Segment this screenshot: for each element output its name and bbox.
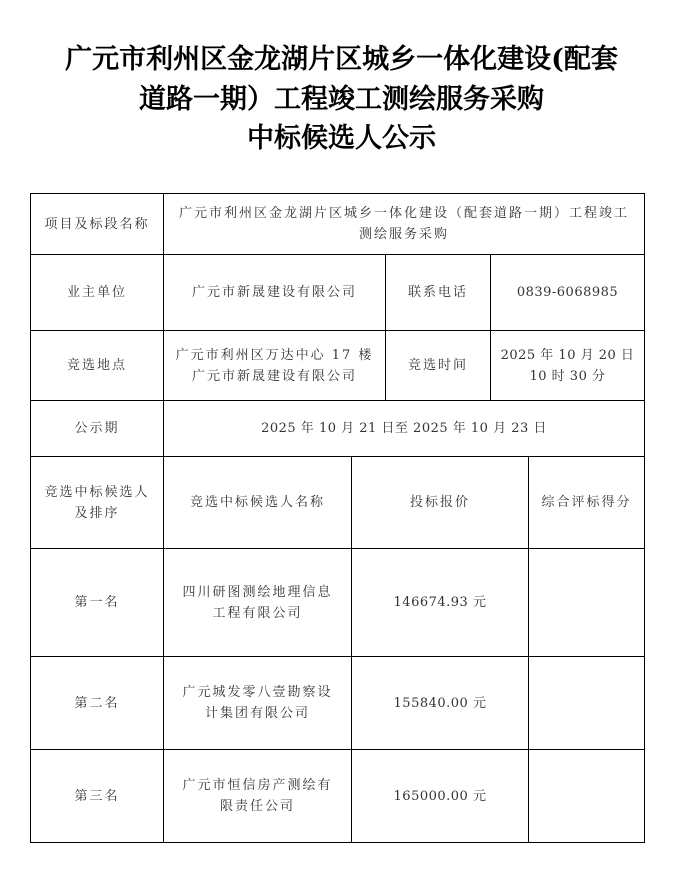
table-row-2-score: [528, 656, 645, 750]
rank-label: 第二名: [74, 695, 120, 711]
phone-value-cell: [490, 254, 645, 331]
project-label: 项目及标段名称: [44, 216, 150, 232]
period-label-cell: [30, 400, 164, 457]
name-header: 竞选中标候选人名称: [189, 495, 325, 510]
time-value-cell: [490, 330, 645, 401]
project-value: 广元市利州区金龙湖片区城乡一体化建设（配套道路一期）工程竣工测绘服务采购: [178, 206, 629, 242]
table-row-2-price: [351, 656, 529, 750]
table-row-3-rank: [30, 749, 164, 843]
table-row-2-name: [163, 656, 352, 750]
candidate-name: 广元城发零八壹勘察设计集团有限公司: [182, 685, 333, 721]
table-row-1-name: [163, 548, 352, 657]
location-value-cell: [163, 330, 386, 401]
candidate-name: 四川研图测绘地理信息工程有限公司: [182, 584, 333, 621]
table-row-3-score: [528, 749, 645, 843]
owner-label-cell: [30, 254, 164, 331]
table-row-3-price: [351, 749, 529, 843]
phone-label-cell: [385, 254, 491, 331]
table-row-1-price: [351, 548, 529, 657]
project-label-cell: [30, 193, 164, 255]
location-value-line-1: 广元市利州区万达中心 17 楼: [175, 347, 374, 363]
owner-value-cell: [163, 254, 386, 331]
page-title-line-2: 道路一期）工程竣工测绘服务采购: [139, 84, 544, 115]
score-header-cell: [528, 456, 645, 549]
phone-label: 联系电话: [407, 285, 468, 300]
period-label: 公示期: [74, 421, 120, 436]
time-value-line-1: 2025 年 10 月 20 日: [500, 347, 635, 363]
rank-header-line-2: 及排序: [74, 505, 120, 521]
table-row-3-name: [163, 749, 352, 843]
bid-price: 146674.93 元: [393, 595, 487, 610]
owner-value: 广元市新晟建设有限公司: [191, 285, 357, 300]
bid-price: 165000.00 元: [393, 788, 487, 804]
page-title-line-1: 广元市利州区金龙湖片区城乡一体化建设(配套: [65, 44, 618, 75]
table-row-2-rank: [30, 656, 164, 750]
phone-value: 0839-6068985: [516, 285, 619, 300]
time-label-cell: [385, 330, 491, 401]
time-label: 竞选时间: [407, 358, 468, 373]
time-value-line-2: 10 时 30 分: [529, 368, 606, 384]
bid-price: 155840.00 元: [393, 695, 487, 711]
table-row-1-rank: [30, 548, 164, 657]
price-header-cell: [351, 456, 529, 549]
rank-header-line-1: 竞选中标候选人: [44, 484, 150, 500]
period-value-cell: [163, 400, 645, 457]
project-value-cell: [163, 193, 645, 255]
location-label-cell: [30, 330, 164, 401]
page-title-line-3: 中标候选人公示: [247, 123, 436, 154]
announcement-table: [30, 193, 645, 843]
name-header-cell: [163, 456, 352, 549]
owner-label: 业主单位: [66, 285, 127, 300]
rank-label: 第一名: [74, 595, 120, 610]
candidate-name: 广元市恒信房产测绘有限责任公司: [182, 778, 333, 814]
table-row-1-score: [528, 548, 645, 657]
score-header: 综合评标得分: [541, 495, 632, 510]
rank-label: 第三名: [74, 788, 120, 804]
location-value-line-2: 广元市新晟建设有限公司: [191, 368, 357, 384]
period-value: 2025 年 10 月 21 日至 2025 年 10 月 23 日: [261, 421, 547, 436]
location-label: 竞选地点: [66, 358, 127, 373]
rank-header-cell: [30, 456, 164, 549]
price-header: 投标报价: [409, 495, 470, 510]
